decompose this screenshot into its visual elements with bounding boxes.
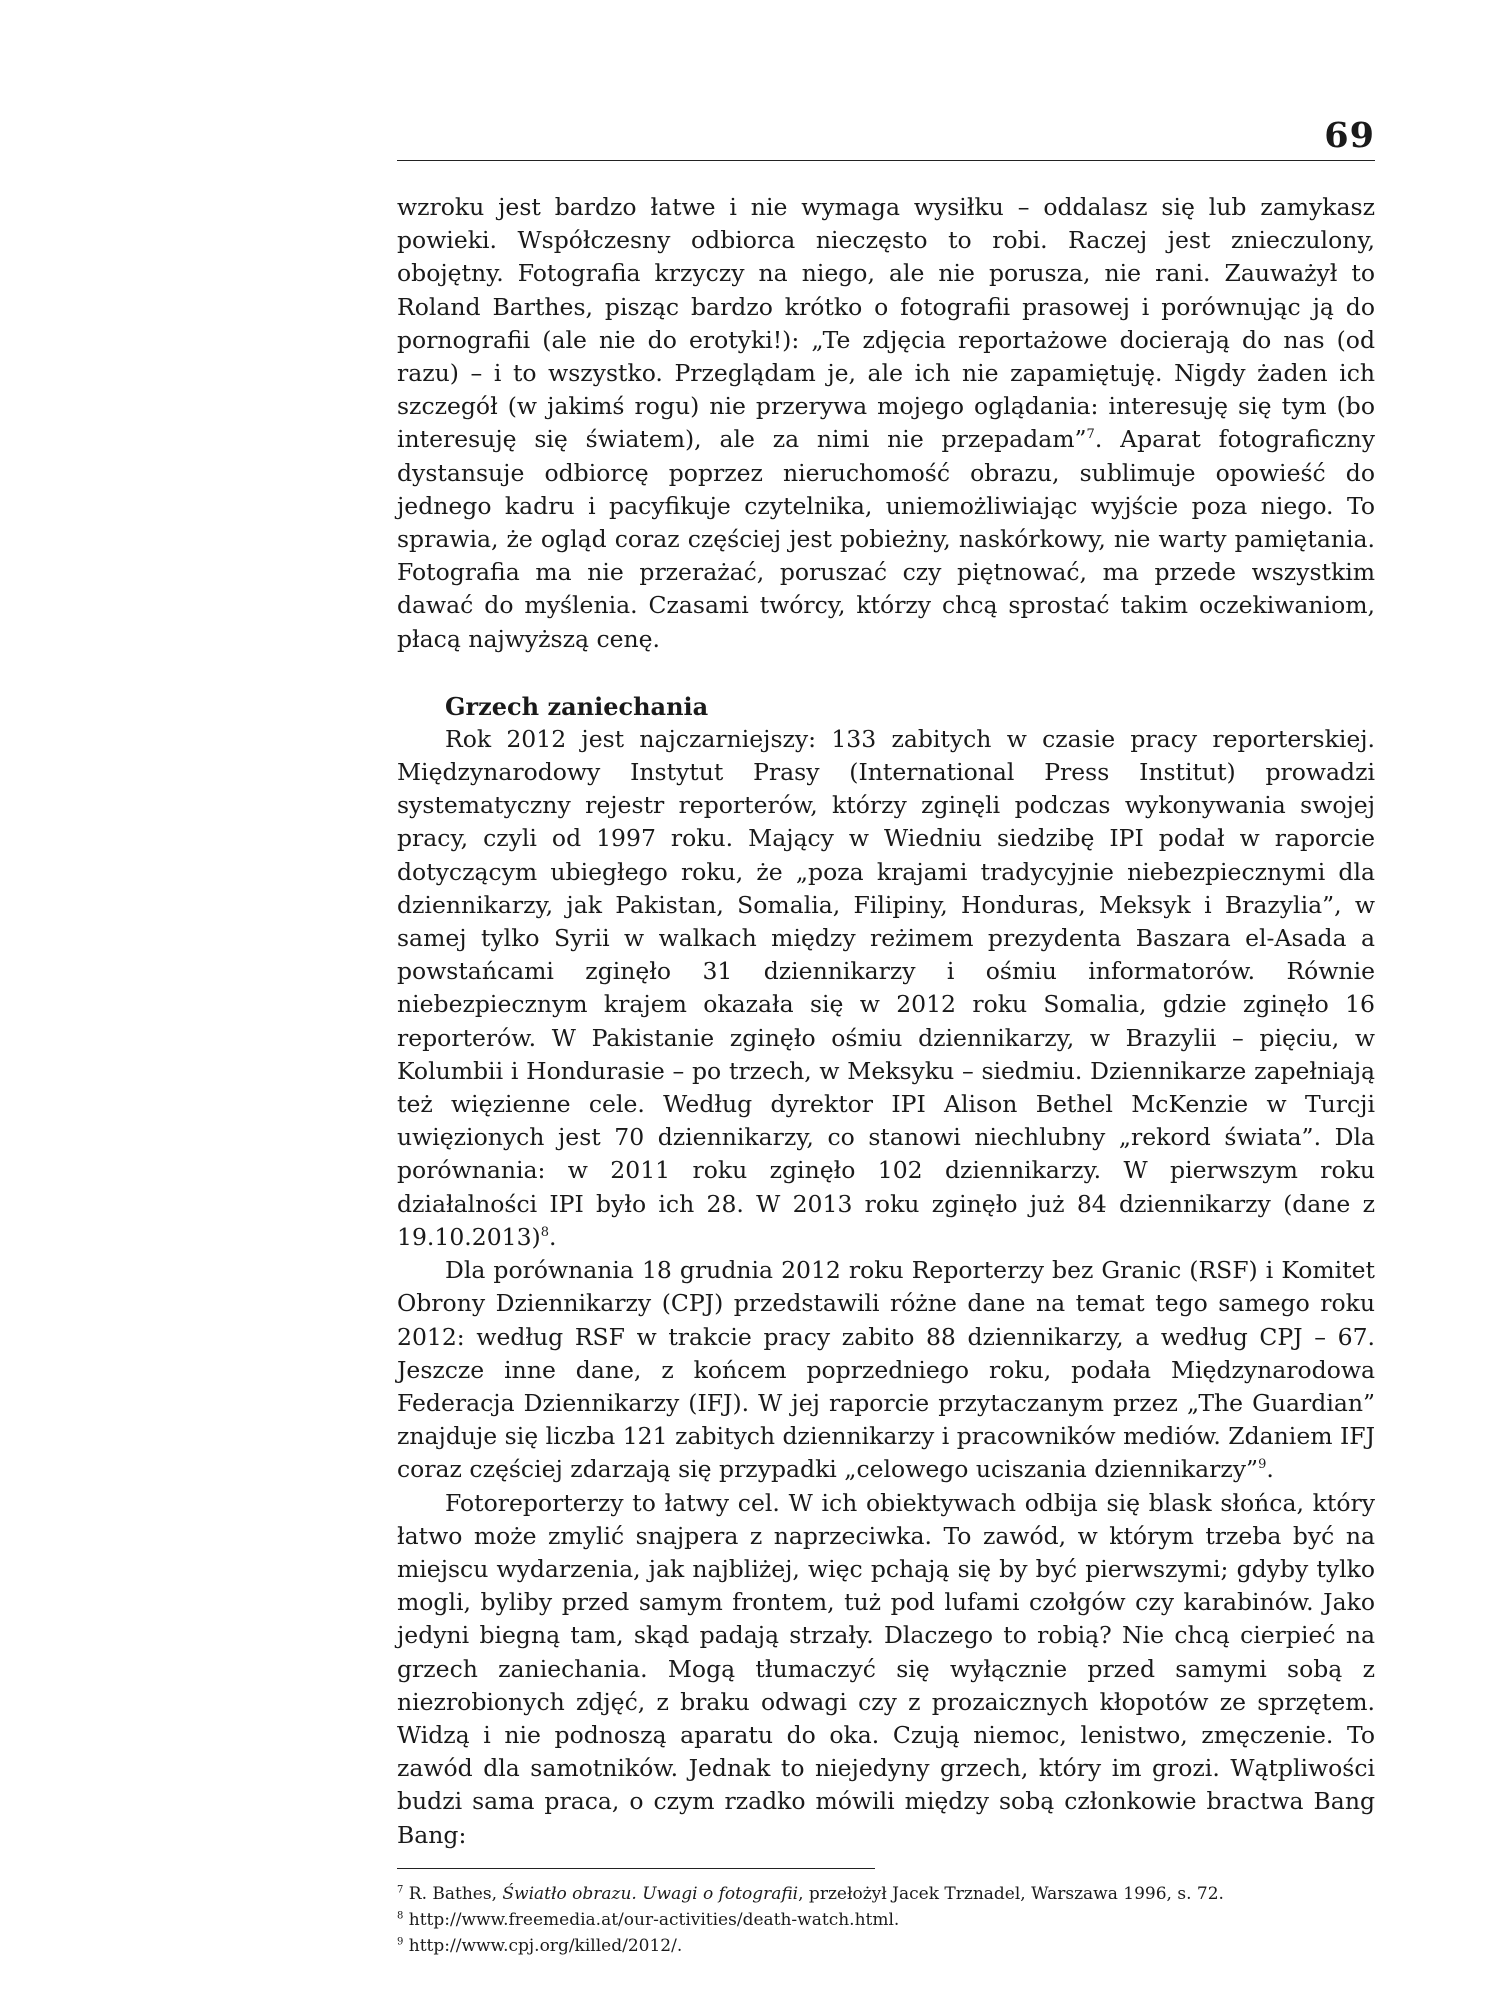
paragraph: [397, 191, 1375, 656]
body-text: [397, 191, 1375, 1852]
paragraph-text: .: [549, 1222, 557, 1251]
footnote-text: R. Bathes,: [408, 1883, 503, 1904]
footnote-link[interactable]: http://www.cpj.org/killed/2012/.: [408, 1935, 683, 1956]
page-number: 69: [1324, 115, 1375, 156]
paragraph-text: .: [1266, 1455, 1274, 1484]
footnote-number: 8: [397, 1910, 404, 1922]
footnote-number: 9: [397, 1936, 404, 1948]
book-page: [397, 110, 1375, 1959]
section-heading: Grzech zaniechania: [445, 691, 709, 721]
footnote-ref[interactable]: 7: [1086, 427, 1095, 443]
paragraph-text: Fotoreporterzy to łatwy cel. W ich obiektywach odbija się blask słońca, który łatwo może zmylić snajpera z naprzeciwka. To zawód, w którym trzeba być na miejscu wydarzenia, jak najbliżej, więc pchają się by być pierwszymi; gdyby tylko mogli, byliby przed samym frontem, tuż pod lufami czołgów czy karabinów. Jako jedyni biegną tam, skąd padają strzały. Dlaczego to robią? Nie chcą cierpieć na grzech zaniechania. Mogą tłumaczyć się wyłącznie przed samymi sobą z niezrobionych zdjęć, z braku odwagi czy z prozaicznych kłopotów ze sprzętem. Widzą i nie podnoszą aparatu do oka. Czują niemoc, lenistwo, zmęczenie. To zawód dla samotników. Jednak to niejedyny grzech, który im grozi. Wątpliwości budzi sama praca, o czym rzadko mówili między sobą członkowie bractwa Bang Bang:: [397, 1488, 1375, 1849]
paragraph-text: Rok 2012 jest najczarniejszy: 133 zabitych w czasie pracy reporterskiej. Międzynarodowy Instytut Prasy (International Press Institut) prowadzi systematyczny rejestr reporterów, którzy zginęli podczas wykonywania swojej pracy, czyli od 1997 roku. Mający w Wiedniu siedzibę IPI podał w raporcie dotyczącym ubiegłego roku, że „poza krajami tradycyjnie niebezpiecznymi dla dziennikarzy, jak Pakistan, Somalia, Filipiny, Honduras, Meksyk i Brazylia”, w samej tylko Syrii w walkach między reżimem prezydenta Baszara el-Asada a powstańcami zginęło 31 dziennikarzy i ośmiu informatorów. Równie niebezpiecznym krajem okazała się w 2012 roku Somalia, gdzie zginęło 16 reporterów. W Pakistanie zginęło ośmiu dziennikarzy, w Brazylii – pięciu, w Kolumbii i Hondurasie – po trzech, w Meksyku – siedmiu. Dziennikarze zapełniają też więzienne cele. Według dyrektor IPI Alison Bethel McKenzie w Turcji uwięzionych jest 70 dziennikarzy, co stanowi niechlubny „rekord świata”. Dla porównania: w 2011 roku zginęło 102 dziennikarzy. W pierwszym roku działalności IPI było ich 28. W 2013 roku zginęło już 84 dziennikarzy (dane z 19.10.2013): [397, 724, 1375, 1251]
footnote-ref[interactable]: 8: [540, 1225, 550, 1241]
paragraph-text: wzroku jest bardzo łatwe i nie wymaga wysiłku – oddalasz się lub zamykasz powieki. Współczesny odbiorca nieczęsto to robi. Raczej jest znieczulony, obojętny. Fotografia krzyczy na niego, ale nie porusza, nie rani. Zauważył to Roland Barthes, pisząc bardzo krótko o fotografii prasowej i porównując ją do pornografii (ale nie do erotyki!): „Te zdjęcia reportażowe docierają do nas (od razu) – i to wszystko. Przeglądam je, ale ich nie zapamiętuję. Nigdy żaden ich szczegół (w jakimś rogu) nie przerywa mojego oglądania: interesuję się tym (bo interesuję się światem), ale za nimi nie przepadam”: [397, 193, 1375, 454]
footnote-title: Światło obrazu. Uwagi o fotografii: [502, 1883, 799, 1904]
footnote-divider: [397, 1868, 875, 1869]
footnote-ref[interactable]: 9: [1258, 1457, 1267, 1473]
footnote-text: , przełożył Jacek Trznadel, Warszawa 1996, s. 72.: [798, 1883, 1224, 1904]
paragraph-text: Dla porównania 18 grudnia 2012 roku Reporterzy bez Granic (RSF) i Komitet Obrony Dziennikarzy (CPJ) przedstawili różne dane na temat tego samego roku 2012: według RSF w trakcie pracy zabito 88 dziennikarzy, a według CPJ – 67. Jeszcze inne dane, z końcem poprzedniego roku, podała Międzynarodowa Federacja Dziennikarzy (IFJ). W jej raporcie przytaczanym przez „The Guardian” znajduje się liczba 121 zabitych dziennikarzy i pracowników mediów. Zdaniem IFJ coraz częściej zdarzają się przypadki „celowego uciszania dziennikarzy”: [397, 1256, 1375, 1484]
footnote: [397, 1881, 1375, 1907]
footnote: [397, 1933, 1375, 1959]
paragraph: [397, 1254, 1375, 1486]
footnote-number: 7: [397, 1884, 404, 1896]
footnote-link[interactable]: http://www.freemedia.at/our-activities/death-watch.html.: [408, 1909, 900, 1930]
paragraph: [397, 1487, 1375, 1852]
footnote: [397, 1907, 1375, 1933]
paragraph: [397, 723, 1375, 1254]
footnotes: [397, 1881, 1375, 1959]
page-header: [397, 110, 1375, 161]
paragraph-text: . Aparat fotograficzny dystansuje odbiorcę poprzez nieruchomość obrazu, sublimuje opowieść do jednego kadru i pacyfikuje czytelnika, uniemożliwiając wyjście poza niego. To sprawia, że ogląd coraz częściej jest pobieżny, naskórkowy, nie warty pamiętania. Fotografia ma nie przerażać, poruszać czy piętnować, ma przede wszystkim dawać do myślenia. Czasami twórcy, którzy chcą sprostać takim oczekiwaniom, płacą najwyższą cenę.: [397, 425, 1375, 653]
